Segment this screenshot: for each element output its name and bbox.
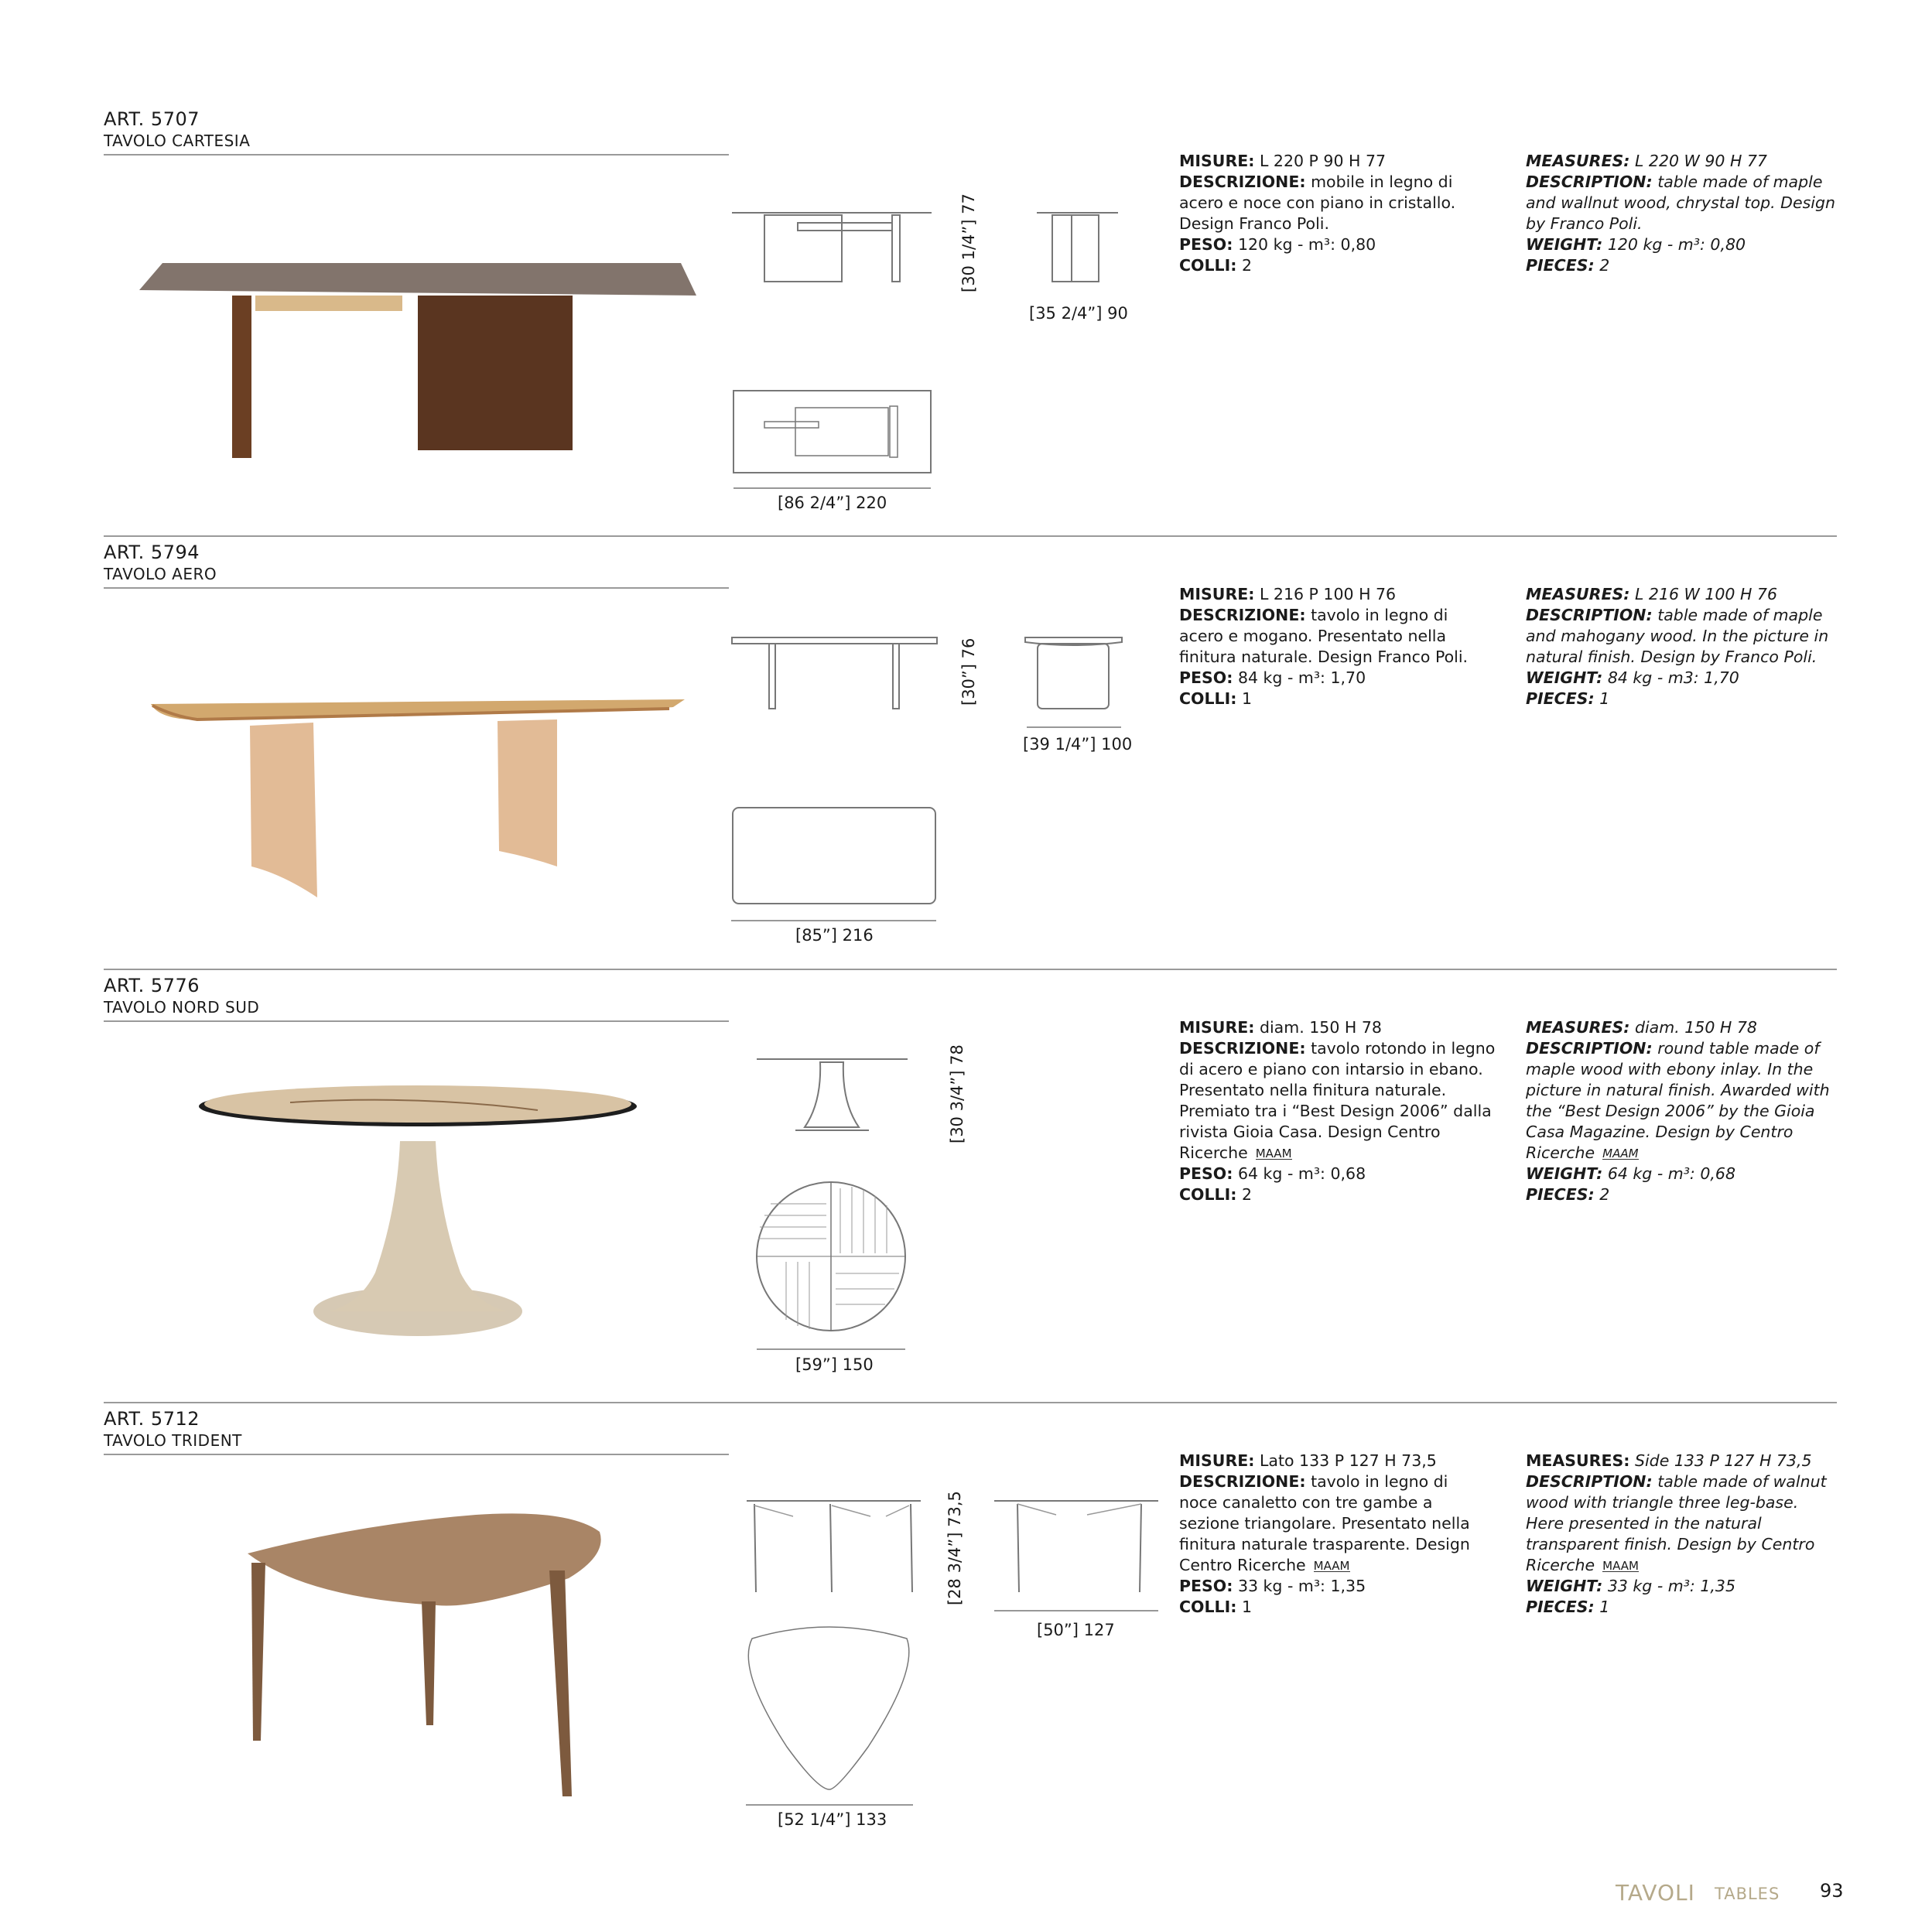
page-number: 93: [1820, 1880, 1844, 1902]
drawing-top-view: [755, 1181, 910, 1351]
divider: [104, 1020, 729, 1022]
section-divider: [104, 1402, 1837, 1403]
article-number: ART. 5794: [104, 542, 200, 563]
maam-logo: MAAM: [1602, 1558, 1639, 1573]
dimension-depth: [50”] 127: [1037, 1621, 1115, 1639]
description-en: MEASURES: diam. 150 H 78 DESCRIPTION: round table made of maple wood with ebony inlay. In the picture in natural finish. Awarded with the “Best Design 2006” by the Gioia Casa Magazine. Design by Centro Ricerche MAAM WEIGHT: 64 kg - m³: 0,68 PIECES: 2: [1526, 1018, 1830, 1204]
dimension-height: [30”] 76: [959, 637, 978, 706]
drawing-side-view: [994, 1498, 1161, 1614]
description-en: MEASURES: Side 133 P 127 H 73,5 DESCRIPTION: table made of walnut wood with triangle three leg-base. Here presented in the natural transparent finish. Design by Centro Ricerche MAAM WEIGHT: 33 kg - m³: 1,35 PIECES: 1: [1526, 1451, 1827, 1616]
article-number: ART. 5712: [104, 1408, 200, 1430]
section-divider: [104, 535, 1837, 537]
dimension-diameter: [59”] 150: [795, 1355, 874, 1374]
maam-logo: MAAM: [1313, 1558, 1350, 1573]
dimension-depth: [35 2/4”] 90: [1029, 304, 1128, 323]
dimension-length: [52 1/4”] 133: [778, 1810, 887, 1829]
divider: [104, 1454, 729, 1455]
divider: [104, 154, 729, 156]
description-it: MISURE: L 216 P 100 H 76 DESCRIZIONE: tavolo in legno di acero e mogano. Presentato nella finitura naturale. Design Franco Poli. PESO: 84 kg - m³: 1,70 COLLI: 1: [1179, 585, 1469, 708]
footer-section-subtitle: TABLES: [1715, 1885, 1780, 1903]
footer-section-title: TAVOLI: [1616, 1880, 1695, 1905]
drawing-front-view: [732, 636, 941, 713]
dimension-height: [28 3/4”] 73,5: [945, 1491, 964, 1605]
description-en: MEASURES: L 216 W 100 H 76 DESCRIPTION: table made of maple and mahogany wood. In the picture in natural finish. Design by Franco Poli. WEIGHT: 84 kg - m3: 1,70 PIECES: 1: [1526, 585, 1829, 708]
description-en: MEASURES: L 220 W 90 H 77 DESCRIPTION: table made of maple and wallnut wood, chrystal top. Design by Franco Poli. WEIGHT: 120 kg - m³: 0,80 PIECES: 2: [1526, 152, 1835, 275]
article-number: ART. 5776: [104, 975, 200, 996]
drawing-front-view: [757, 1056, 911, 1137]
dimension-length: [85”] 216: [795, 926, 874, 945]
drawing-top-view: [744, 1623, 918, 1809]
drawing-top-view: [731, 806, 940, 922]
dimension-height: [30 3/4”] 78: [948, 1044, 966, 1143]
divider: [104, 587, 729, 589]
product-name: TAVOLO CARTESIA: [104, 132, 251, 150]
product-name: TAVOLO AERO: [104, 565, 217, 583]
maam-logo: MAAM: [1255, 1146, 1292, 1160]
dimension-length: [86 2/4”] 220: [778, 494, 887, 512]
drawing-side-view: [1037, 209, 1122, 286]
article-number: ART. 5707: [104, 108, 200, 130]
product-photo-aero: [151, 689, 685, 905]
product-name: TAVOLO NORD SUD: [104, 998, 260, 1017]
dimension-depth: [39 1/4”] 100: [1023, 735, 1133, 754]
dimension-height: [30 1/4”] 77: [959, 193, 978, 292]
product-photo-cartesia: [139, 263, 696, 472]
product-name: TAVOLO TRIDENT: [104, 1431, 242, 1450]
section-divider: [104, 969, 1837, 970]
maam-logo: MAAM: [1602, 1146, 1639, 1160]
drawing-top-view: [733, 391, 935, 490]
drawing-front-view: [747, 1498, 925, 1594]
description-it: MISURE: Lato 133 P 127 H 73,5 DESCRIZIONE: tavolo in legno di noce canaletto con tre gambe a sezione triangolare. Presentato nella finitura naturale trasparente. Design Centro Ricerche MAAM PESO: 33 kg - m³: 1,35 COLLI: 1: [1179, 1451, 1470, 1616]
description-it: MISURE: L 220 P 90 H 77 DESCRIZIONE: mobile in legno di acero e noce con piano in cristallo. Design Franco Poli. PESO: 120 kg - m³: 0,80 COLLI: 2: [1179, 152, 1456, 275]
product-photo-nord-sud: [197, 1087, 638, 1342]
product-photo-trident: [244, 1509, 615, 1803]
drawing-front-view: [732, 209, 933, 286]
description-it: MISURE: diam. 150 H 78 DESCRIZIONE: tavolo rotondo in legno di acero e piano con intarsio in ebano. Presentato nella finitura naturale. Premiato tra i “Best Design 2006” dalla rivista Gioia Casa. Design Centro Ricerche MAAM PESO: 64 kg - m³: 0,68 COLLI: 2: [1179, 1018, 1496, 1204]
drawing-side-view: [1025, 636, 1126, 729]
